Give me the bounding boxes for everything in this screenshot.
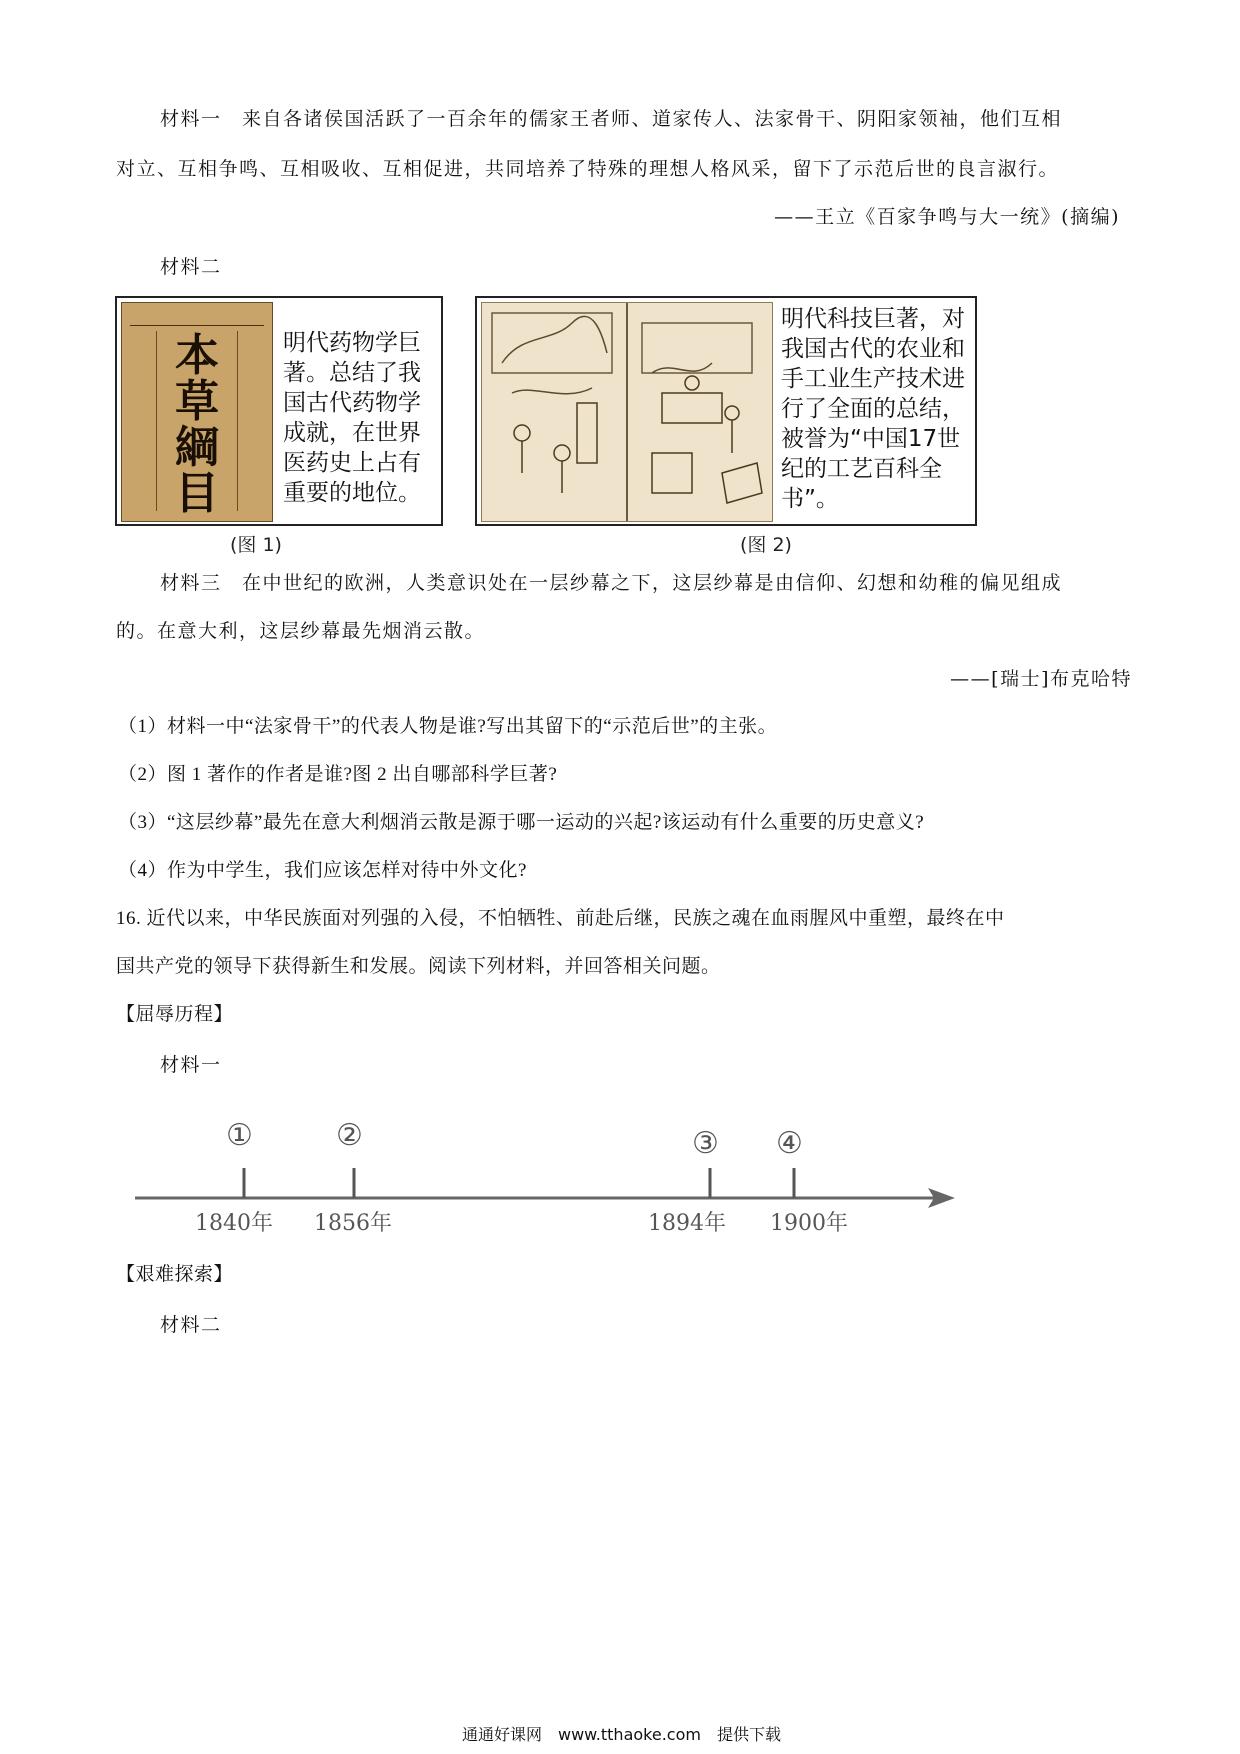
material1-line1: 材料一 来自各诸侯国活跃了一百余年的儒家王者师、道家传人、法家骨干、阴阳家领袖，他们互相: [160, 108, 1063, 130]
figure2-caption: (图 2): [740, 534, 792, 556]
figure2-description: 明代科技巨著，对我国古代的农业和手工业生产技术进行了全面的总结，被誉为“中国17世纪的工艺百科全书”。: [781, 306, 965, 512]
material3-line2: 的。在意大利，这层纱幕最先烟消云散。: [116, 620, 486, 642]
question-1: （1）材料一中“法家骨干”的代表人物是谁?写出其留下的“示范后世”的主张。: [118, 716, 778, 737]
material2-label: 材料二: [160, 256, 222, 278]
timeline-year-4: 1900年: [770, 1211, 848, 1236]
q16-line1: 16. 近代以来，中华民族面对列强的入侵，不怕牺牲、前赴后继，民族之魂在血雨腥风中重塑，最终在中: [116, 908, 1005, 929]
section-heading-humiliation: 【屈辱历程】: [116, 1004, 234, 1025]
tiangong-book-image: [481, 302, 773, 522]
question-4: （4）作为中学生，我们应该怎样对待中外文化?: [118, 860, 527, 881]
timeline-year-2: 1856年: [314, 1211, 392, 1236]
cover-title: 本草綱目: [175, 330, 219, 519]
cover-right-column: [237, 331, 264, 511]
cover-header-strip: [130, 307, 264, 326]
bencao-cover-image: [121, 302, 273, 522]
timeline-year-3: 1894年: [648, 1211, 726, 1236]
page-footer: 通通好课网 www.tthaoke.com 提供下载: [462, 1725, 781, 1744]
figure1-box: [115, 296, 443, 526]
material1-line2: 对立、互相争鸣、互相吸收、互相促进，共同培养了特殊的理想人格风采，留下了示范后世的良言淑行。: [116, 158, 1060, 180]
material1-source: ——王立《百家争鸣与大一统》(摘编): [774, 206, 1120, 228]
figure1-caption: (图 1): [230, 534, 282, 556]
cover-left-column: [130, 331, 157, 511]
q16-line2: 国共产党的领导下获得新生和发展。阅读下列材料，并回答相关问题。: [116, 956, 721, 977]
timeline-mark-2: ②: [336, 1118, 363, 1153]
timeline-mark-4: ④: [776, 1126, 803, 1161]
timeline-mark-3: ③: [692, 1126, 719, 1161]
question-2: （2）图 1 著作的作者是谁?图 2 出自哪部科学巨著?: [118, 764, 558, 785]
section-heading-exploration: 【艰难探索】: [116, 1264, 234, 1285]
timeline-mark-1: ①: [226, 1118, 253, 1153]
question-3: （3）“这层纱幕”最先在意大利烟消云散是源于哪一运动的兴起?该运动有什么重要的历史意义?: [118, 812, 925, 833]
figure2-box: [475, 296, 977, 526]
timeline-arrow: [928, 1188, 955, 1208]
material3-source: ——[瑞士]布克哈特: [950, 668, 1132, 690]
timeline-year-1: 1840年: [195, 1211, 273, 1236]
material3-line1: 材料三 在中世纪的欧洲，人类意识处在一层纱幕之下，这层纱幕是由信仰、幻想和幼稚的偏见组成: [160, 572, 1063, 594]
section2-material-label: 材料二: [160, 1314, 222, 1336]
figure1-description: 明代药物学巨著。总结了我国古代药物学成就，在世界医药史上占有重要的地位。: [283, 330, 421, 506]
section1-material-label: 材料一: [160, 1054, 222, 1076]
woodblock-illustration: [482, 303, 772, 521]
